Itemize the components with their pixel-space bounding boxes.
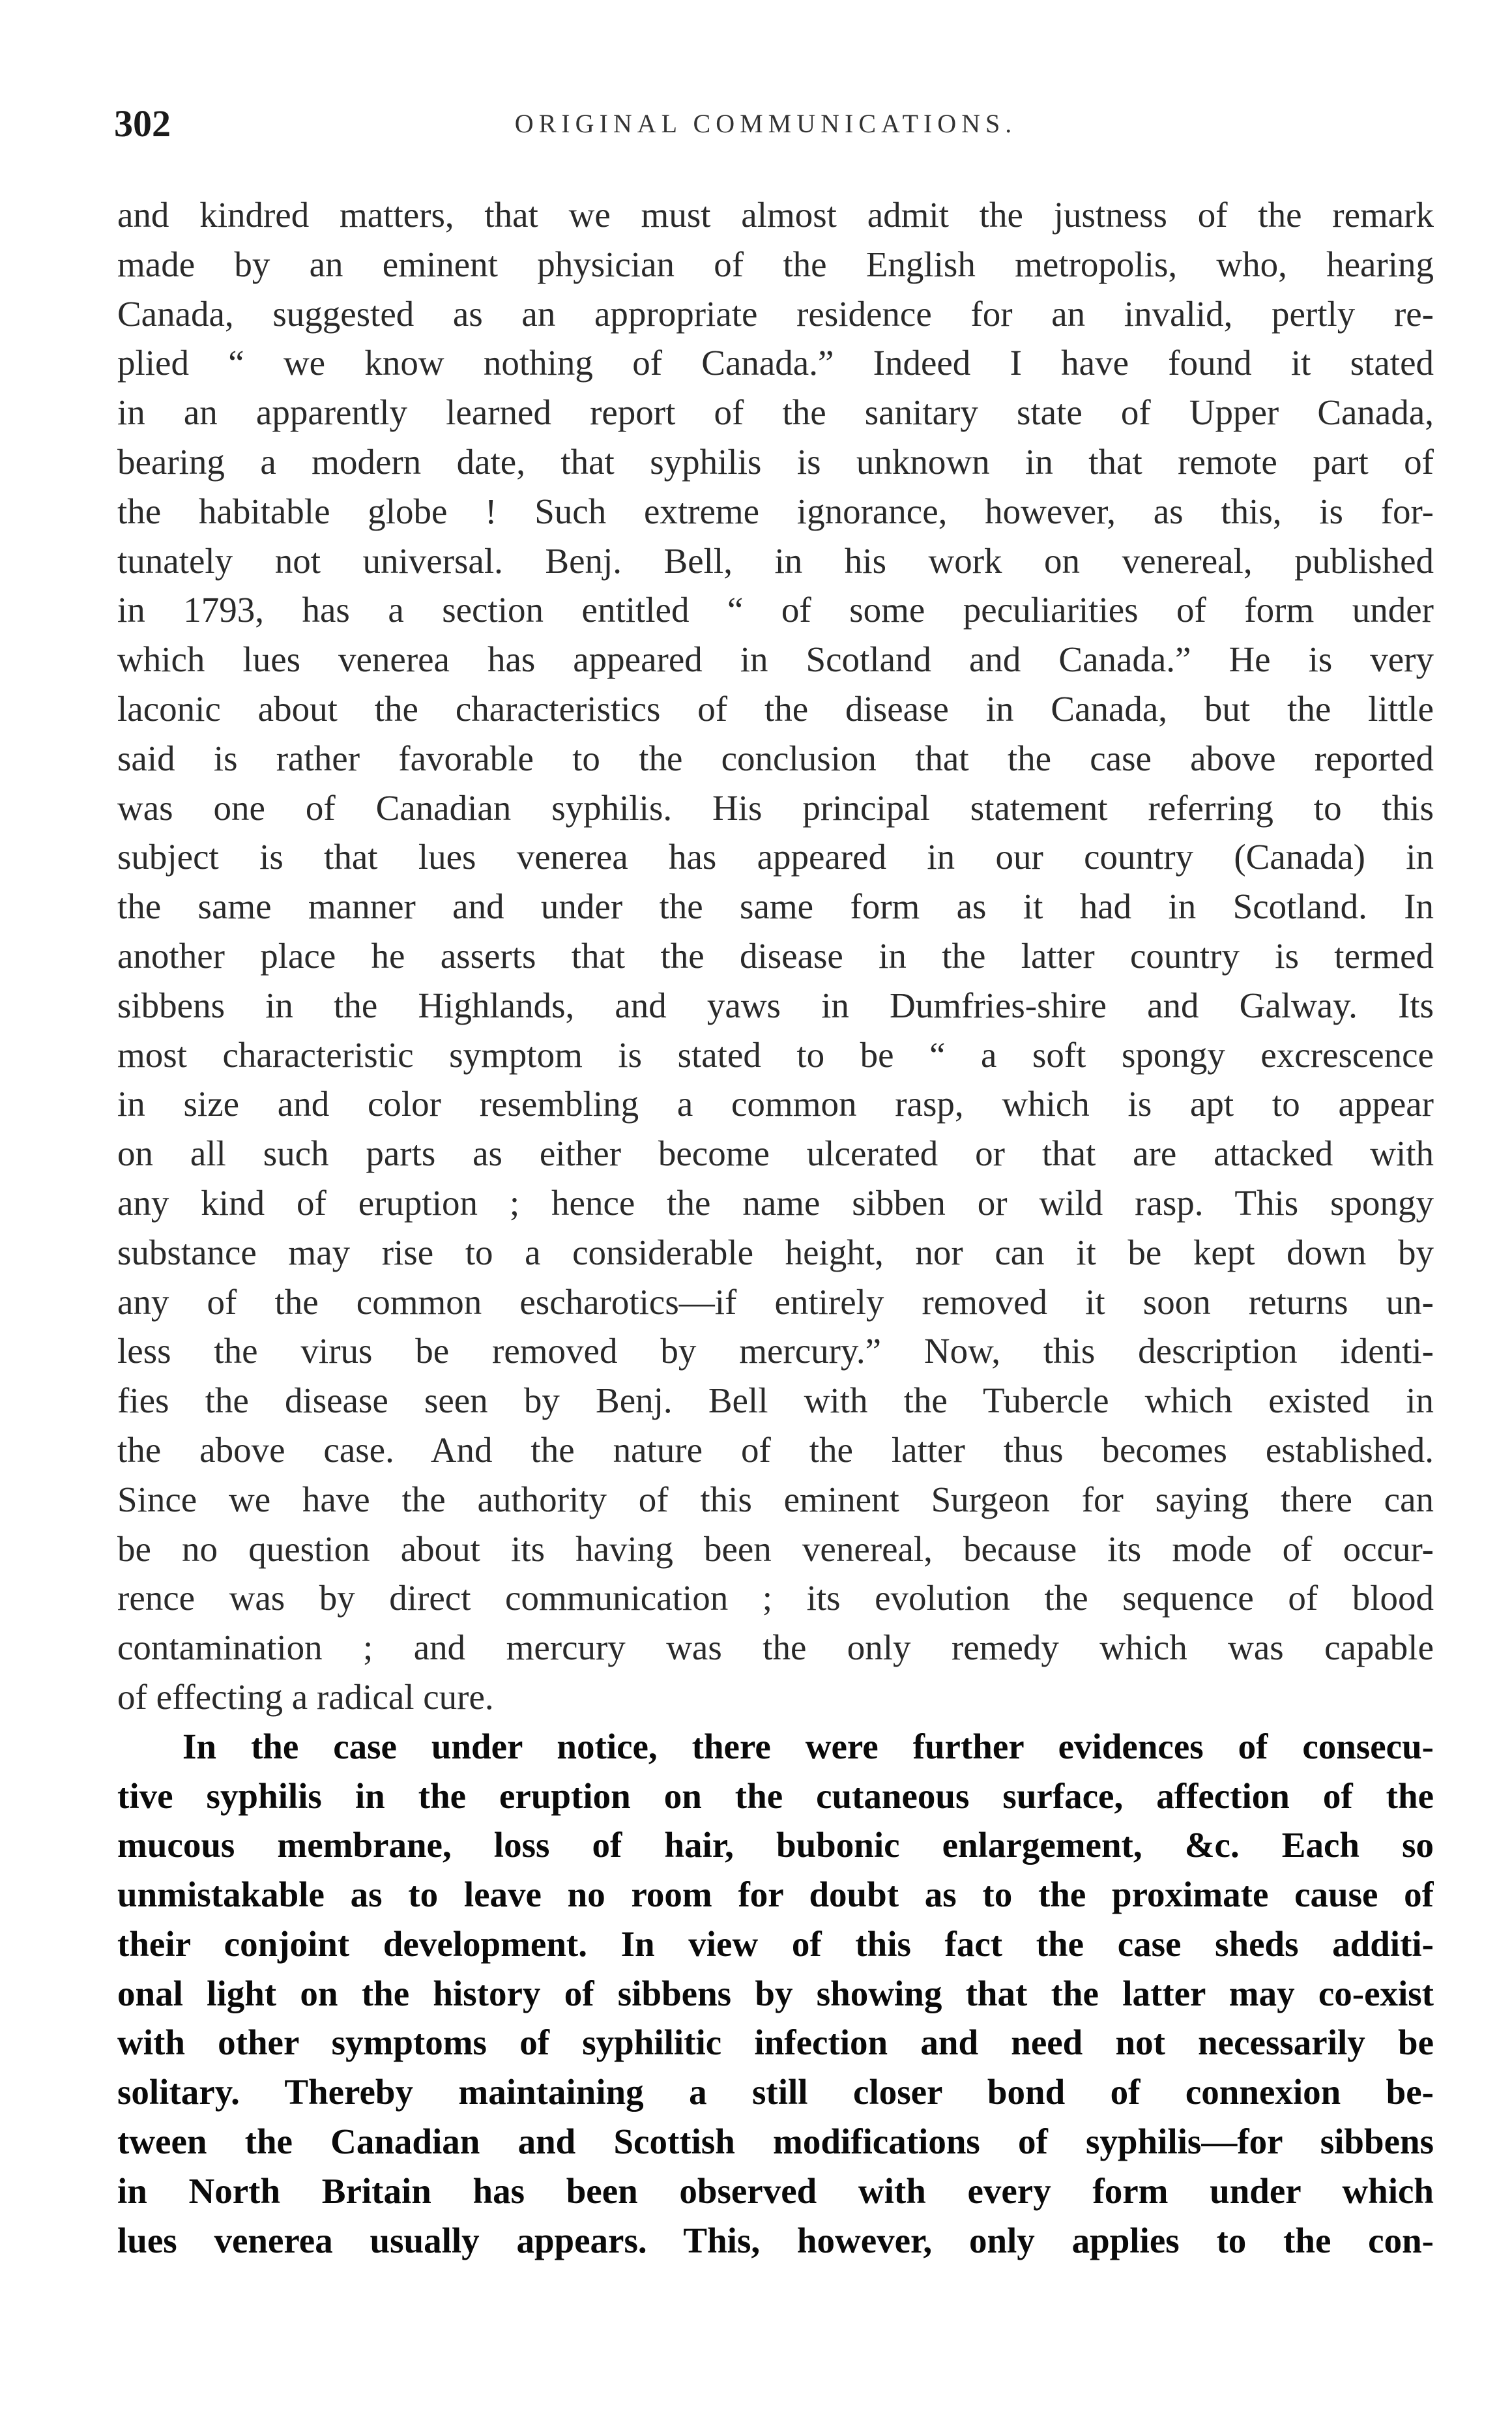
text-line: solitary. Thereby maintaining a still closer bond of connexion be- — [117, 2072, 1434, 2112]
text-line: their conjoint development. In view of this fact the case sheds additi- — [117, 1923, 1434, 1964]
text-line: laconic about the characteristics of the disease in Canada, but the little — [117, 688, 1434, 729]
text-line: fies the disease seen by Benj. Bell with the Tubercle which existed in — [117, 1380, 1434, 1421]
text-line: Canada, suggested as an appropriate residence for an invalid, pertly re- — [117, 293, 1434, 334]
text-line: with other symptoms of syphilitic infection and need not necessarily be — [117, 2022, 1434, 2063]
text-line: in size and color resembling a common rasp, which is apt to appear — [117, 1084, 1434, 1124]
text-line: in North Britain has been observed with every form under which — [117, 2170, 1434, 2211]
text-line: any of the common escharotics—if entirely removed it soon returns un- — [117, 1281, 1434, 1322]
text-line: tive syphilis in the eruption on the cutaneous surface, affection of the — [117, 1775, 1434, 1816]
text-line: tunately not universal. Benj. Bell, in his work on venereal, published — [117, 540, 1434, 581]
text-line: less the virus be removed by mercury.” Now, this description identi- — [117, 1331, 1434, 1371]
text-line: the habitable globe ! Such extreme ignorance, however, as this, is for- — [117, 491, 1434, 531]
text-line: be no question about its having been venereal, because its mode of occur- — [117, 1528, 1434, 1569]
text-line: unmistakable as to leave no room for doubt as to the proximate cause of — [117, 1875, 1434, 1915]
text-line: was one of Canadian syphilis. His principal statement referring to this — [117, 787, 1434, 828]
section-title: ORIGINAL COMMUNICATIONS. — [514, 109, 1017, 138]
text-line: subject is that lues venerea has appeared in our country (Canada) in — [117, 837, 1434, 877]
text-line: made by an eminent physician of the English metropolis, who, hearing — [117, 244, 1434, 284]
page-number: 302 — [114, 102, 171, 145]
text-line: mucous membrane, loss of hair, bubonic enlargement, &c. Each so — [117, 1825, 1434, 1865]
text-line: Since we have the authority of this eminent Surgeon for saying there can — [117, 1479, 1434, 1519]
text-line: In the case under notice, there were further evidences of consecu- — [182, 1726, 1434, 1766]
text-line: on all such parts as either become ulcerated or that are attacked with — [117, 1133, 1434, 1174]
text-line: tween the Canadian and Scottish modifications of syphilis—for sibbens — [117, 2122, 1434, 2162]
text-line: in 1793, has a section entitled “ of some peculiarities of form under — [117, 590, 1434, 630]
paragraph — [117, 190, 1434, 1722]
text-line: which lues venerea has appeared in Scotland and Canada.” He is very — [117, 639, 1434, 680]
text-line: said is rather favorable to the conclusion that the case above reported — [117, 738, 1434, 778]
text-line: plied “ we know nothing of Canada.” Indeed I have found it stated — [117, 343, 1434, 383]
body-text — [117, 190, 1434, 2265]
paragraph — [117, 1722, 1434, 2266]
text-line: in an apparently learned report of the sanitary state of Upper Canada, — [117, 392, 1434, 433]
text-line: most characteristic symptom is stated to be “ a soft spongy excrescence — [117, 1034, 1434, 1075]
text-line: any kind of eruption ; hence the name sibben or wild rasp. This spongy — [117, 1182, 1434, 1223]
text-line: bearing a modern date, that syphilis is unknown in that remote part of — [117, 441, 1434, 482]
text-line: the same manner and under the same form as it had in Scotland. In — [117, 886, 1434, 927]
text-line: contamination ; and mercury was the only remedy which was capable — [117, 1627, 1434, 1668]
text-line: another place he asserts that the disease in the latter country is termed — [117, 935, 1434, 976]
text-line: the above case. And the nature of the latter thus becomes established. — [117, 1429, 1434, 1470]
text-line: substance may rise to a considerable height, nor can it be kept down by — [117, 1232, 1434, 1272]
running-head — [114, 98, 1418, 150]
text-line: of effecting a radical cure. — [117, 1676, 494, 1717]
text-line: sibbens in the Highlands, and yaws in Dumfries-shire and Galway. Its — [117, 985, 1434, 1025]
text-line: rence was by direct communication ; its evolution the sequence of blood — [117, 1578, 1434, 1618]
text-line: lues venerea usually appears. This, however, only applies to the con- — [117, 2220, 1434, 2260]
text-line: onal light on the history of sibbens by showing that the latter may co-exist — [117, 1973, 1434, 2013]
text-line: and kindred matters, that we must almost admit the justness of the remark — [117, 195, 1434, 235]
